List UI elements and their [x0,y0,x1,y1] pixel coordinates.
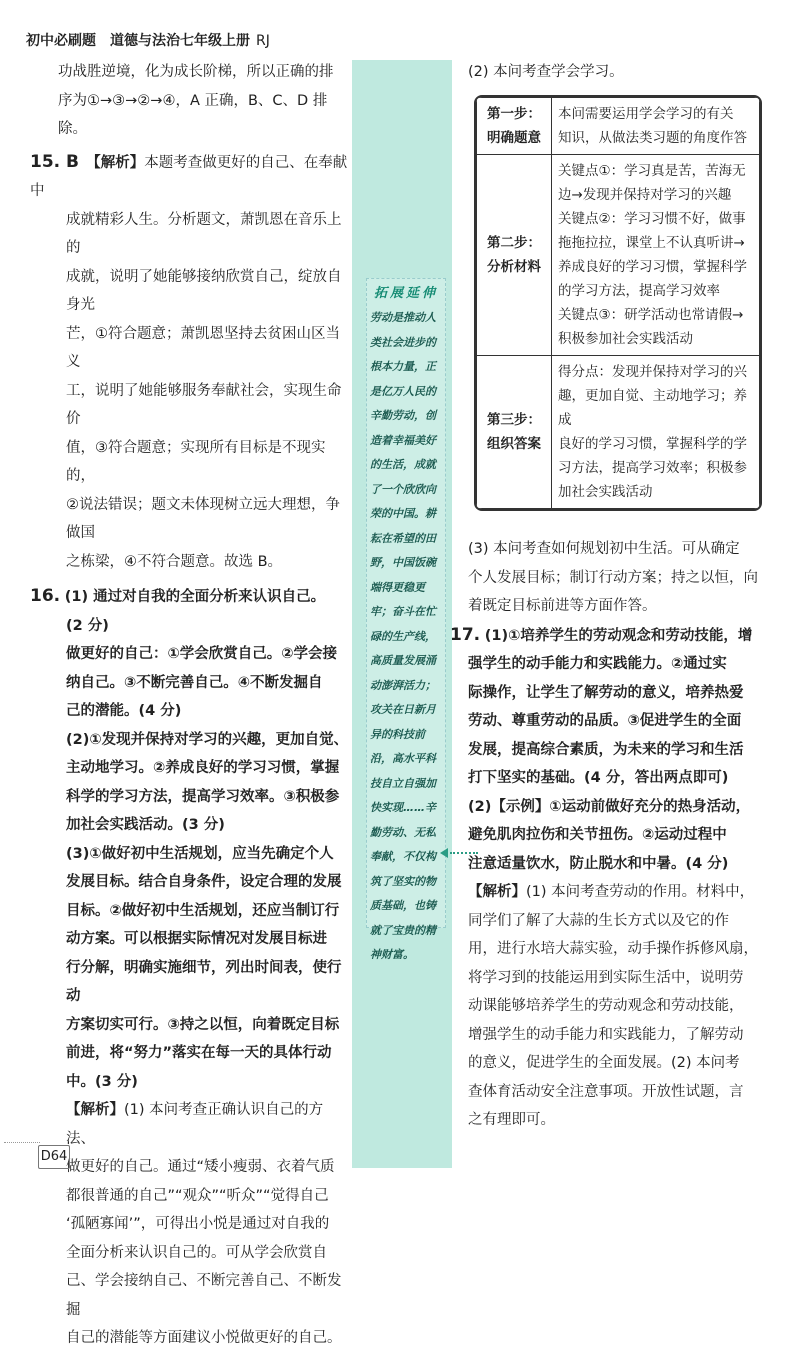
answer-line: 方案切实可行。③持之以恒，向着既定目标 [66,1016,340,1033]
content-line: 关键点③：研学活动也常请假→ [558,307,744,323]
analysis-line: 自己的潜能等方面建议小悦做更好的自己。 [66,1330,342,1346]
analysis-label: 【解析】 [468,884,526,900]
step-label: 第二步：分析材料 [477,155,552,356]
right-intro [468,58,768,87]
answer-line: (2)①发现并保持对学习的兴趣，更加自觉、 [66,731,349,748]
content-line: 边→发现并保持对学习的兴趣 [558,187,732,203]
step-content [552,98,760,155]
analysis-line: 本题考查做更好的自己、在奉献中 [30,154,348,199]
analysis-line: 己、学会接纳自己、不断完善自己、不断发掘 [66,1273,342,1318]
answer-line: 加社会实践活动。(3 分) [66,817,225,833]
analysis-line: 成就精彩人生。分析题文，萧凯恩在音乐上的 [66,211,342,256]
question-number: 16. [30,586,61,606]
right-column-lower [450,535,773,1135]
analysis-line: (1) 本问考查劳动的作用。材料中， [526,884,755,900]
analysis-line: 增强学生的动手能力和实践能力，了解劳动 [468,1026,744,1043]
answer-line: 前进，将“努力”落实在每一天的具体行动 [66,1045,332,1061]
content-line: 习方法，提高学习效率；积极参 [558,460,747,476]
analysis-line: 之栋梁，④不符合题意。故选 B。 [66,553,283,570]
analysis-label: 【解析】 [93,154,145,171]
content-line: 趣，更加自觉、主动地学习；养成 [558,388,747,428]
header-title: 初中必刷题 道德与法治七年级上册 [26,33,250,49]
answer-line: 发展，提高综合素质，为未来的学习和生活 [468,741,744,758]
content-line: 拖拖拉拉，课堂上不认真听讲→ [558,235,745,251]
left-column [30,58,350,1353]
analysis-line: (1) 本问考查正确认识自己的方法、 [66,1102,324,1147]
question-15 [30,148,350,577]
answer-line: 主动地学习。②养成良好的学习习惯，掌握 [66,760,340,776]
step-label: 第三步：组织答案 [477,356,552,509]
analysis-line: 成就，说明了她能够接纳欣赏自己，绽放自身光 [66,268,342,313]
content-line: 积极参加社会实践活动 [558,331,693,347]
step-content [552,356,760,509]
analysis-line: 用，进行水培大蒜实验，动手操作拆修风扇， [468,941,758,957]
answer-line: 动方案。可以根据实际情况对发展目标进 [66,931,327,947]
question-number: 17. [450,624,481,645]
question-17 [450,621,773,1135]
content-line: 知识，从做法类习题的角度作答 [558,130,747,146]
intro-line: (2) 本问考查学会学习。 [468,64,624,80]
answer-line: (3)①做好初中生活规划，应当先确定个人 [66,845,334,862]
answer-line: 劳动、尊重劳动的品质。③促进学生的全面 [468,713,742,729]
analysis-line: 之有理即可。 [468,1112,555,1128]
answer-line: 己的潜能。(4 分) [66,703,182,719]
answer-line: (2 分) [66,617,109,634]
analysis-line: 的意义，促进学生的全面发展。(2) 本问考 [468,1055,740,1071]
analysis-line: 芒，①符合题意；萧凯恩坚持去贫困山区当义 [66,325,340,370]
steps-table [474,95,762,511]
continuation-line: 功战胜逆境，化为成长阶梯，所以正确的排 [58,64,334,80]
continuation-line: 序为①→③→②→④，A 正确，B、C、D 排除。 [58,92,328,137]
content-line: 本问需要运用学会学习的有关 [558,106,734,122]
table-row [477,98,760,155]
analysis-line: 全面分析来认识自己的。可从学会欣赏自 [66,1244,327,1261]
answer-line: 际操作，让学生了解劳动的意义，培养热爱 [468,684,744,701]
answer-line: 中。(3 分) [66,1073,138,1090]
pointer-triangle-icon [440,848,448,858]
content-line: 关键点①：学习真是苦，苦海无 [558,163,746,179]
extension-text: 劳动是推动人类社会进步的根本力量，正是亿万人民的辛勤劳动，创造着幸福美好的生活，成就了一个欣欣向荣的中国。耕耘在希望的田野，中国饭碗端得更稳更牢；奋斗在忙碌的生产线，高质量发展涌动澎湃活力；攻关在日新月异的科技前沿，高水平科技自立自强加快实现……辛勤劳动、无私奉献，不仅构筑了坚实的物质基础，也铸就了宝贵的精神财富。 [370,311,436,961]
analysis-line: 将学习到的技能运用到实际生活中，说明劳 [468,969,744,986]
answer-line: 行分解，明确实施细节，列出时间表，使行动 [66,959,342,1004]
step-content [552,155,760,356]
question-16 [30,582,350,1353]
text-line: 着既定目标前进等方面作答。 [468,598,657,614]
answer-line: 注意适量饮水，防止脱水和中暑。(4 分) [468,855,729,872]
content-line: 得分点：发现并保持对学习的兴 [558,364,747,380]
answer-line: 打下坚实的基础。(4 分，答出两点即可) [468,770,729,786]
answer-line: (2)【示例】①运动前做好充分的热身活动， [468,798,751,815]
answer-line: (1)①培养学生的劳动观念和劳动技能，增 [484,627,753,644]
analysis-line: 都很普通的自己”“观众”“听众”“觉得自己 [66,1187,329,1204]
analysis-line: 查体育活动安全注意事项。开放性试题，言 [468,1083,744,1100]
answer-line: 纳自己。③不断完善自己。④不断发掘自 [66,674,323,691]
question-number: 15. B [30,151,79,172]
answer-line: 科学的学习方法，提高学习效率。③积极参 [66,788,340,805]
analysis-line: ②说法错误；题文未体现树立远大理想，争做国 [66,496,340,541]
content-line: 的学习方法，提高学习效率 [558,283,720,299]
analysis-line: 做更好的自己。通过“矮小瘦弱、衣着气质 [66,1159,335,1175]
answer-line: 避免肌肉拉伤和关节扭伤。②运动过程中 [468,827,727,843]
content-line: 良好的学习习惯，掌握科学的学 [558,436,747,452]
step-label: 第一步：明确题意 [477,98,552,155]
content-line: 关键点②：学习习惯不好，做事 [558,211,746,227]
answer-line: (1) 通过对自我的全面分析来认识自己。 [64,589,326,605]
answer-line: 强学生的动手能力和实践能力。②通过实 [468,656,727,672]
answer-line: 目标。②做好初中生活规划，还应当制订行 [66,902,340,919]
analysis-line: 动课能够培养学生的劳动观念和劳动技能， [468,998,744,1014]
footer-rule [4,1142,40,1143]
analysis-line: 值，③符合题意；实现所有目标是不现实的， [66,439,326,484]
table-row [477,155,760,356]
text-line: (3) 本问考查如何规划初中生活。可从确定 [468,541,740,557]
table-row [477,356,760,509]
page-number: D64 [38,1145,70,1169]
answer-line: 做更好的自己：①学会欣赏自己。②学会接 [66,646,338,662]
analysis-line: 工，说明了她能够服务奉献社会，实现生命价 [66,382,342,427]
analysis-label: 【解析】 [66,1102,124,1118]
text-line: 个人发展目标；制订行动方案；持之以恒，向 [468,569,758,586]
answer-line: 发展目标。结合自身条件，设定合理的发展 [66,874,342,890]
analysis-line: 同学们了解了大蒜的生长方式以及它的作 [468,912,729,929]
header-edition: RJ [256,33,270,49]
analysis-line: ‘孤陋寡闻’”，可得出小悦是通过对自我的 [66,1216,330,1232]
extension-title: 拓展延伸 [373,286,438,301]
page-header [26,30,270,50]
content-line: 加社会实践活动 [558,484,653,500]
content-line: 养成良好的学习习惯，掌握科学 [558,259,747,275]
